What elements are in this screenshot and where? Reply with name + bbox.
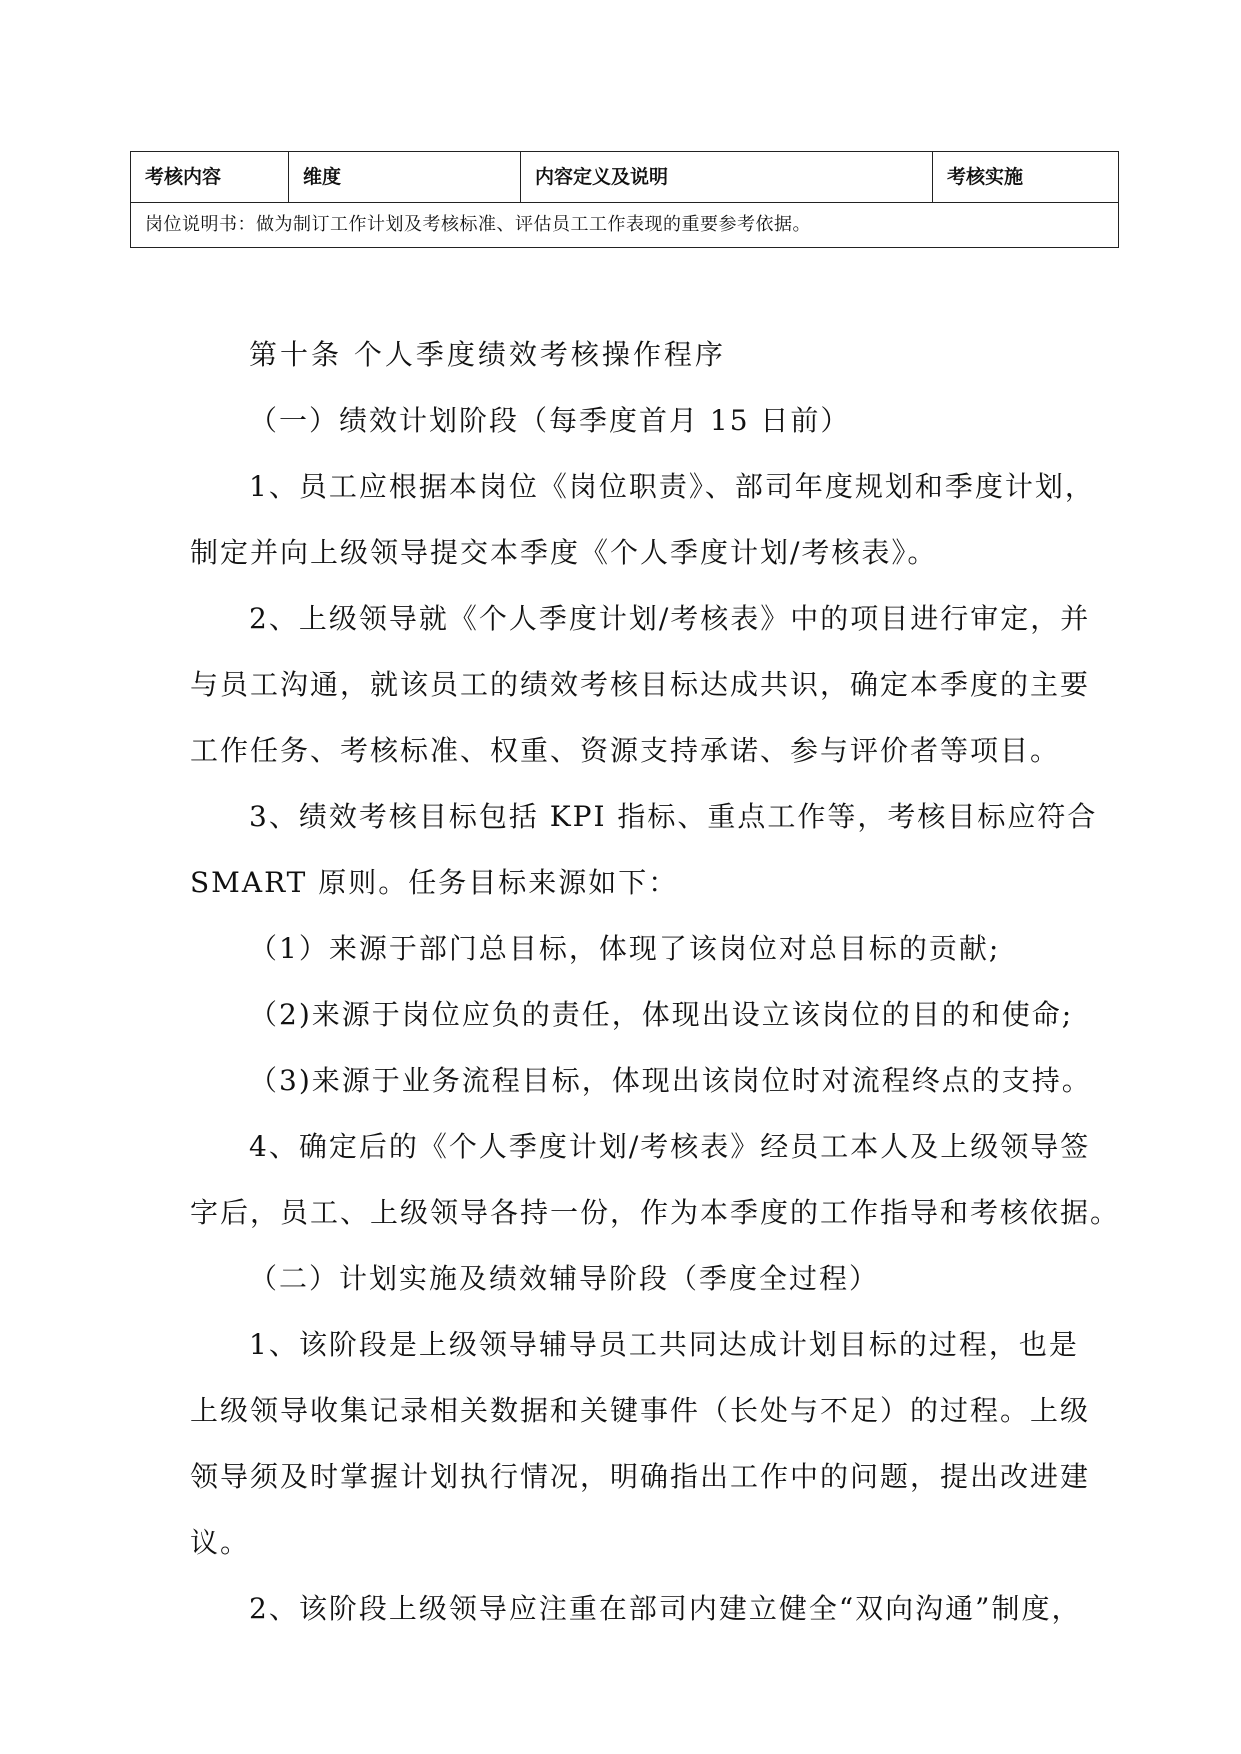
paragraph-line: 1、该阶段是上级领导辅导员工共同达成计划目标的过程，也是 — [249, 1328, 1079, 1361]
header-cell-definition: 内容定义及说明 — [521, 152, 933, 203]
paragraph-line: 上级领导收集记录相关数据和关键事件（长处与不足）的过程。上级 — [190, 1394, 1091, 1427]
table-header-row — [131, 152, 1119, 203]
paragraph-line: 议。 — [190, 1526, 251, 1559]
article-heading: 第十条 个人季度绩效考核操作程序 — [249, 338, 726, 371]
header-cell-implementation: 考核实施 — [933, 152, 1119, 203]
paragraph-line: 2、该阶段上级领导应注重在部司内建立健全“双向沟通”制度， — [249, 1592, 1082, 1625]
list-item: （2)来源于岗位应负的责任，体现出设立该岗位的目的和使命; — [249, 998, 1074, 1031]
header-cell-content: 考核内容 — [131, 152, 289, 203]
header-cell-dimension: 维度 — [289, 152, 521, 203]
list-item: （1）来源于部门总目标，体现了该岗位对总目标的贡献; — [249, 932, 1001, 965]
paragraph-line: 制定并向上级领导提交本季度《个人季度计划/考核表》。 — [190, 536, 938, 569]
section-heading-plan: （一）绩效计划阶段（每季度首月 15 日前） — [249, 404, 851, 437]
table-note-row — [131, 203, 1119, 248]
assessment-table — [130, 151, 1119, 248]
paragraph-line: 领导须及时掌握计划执行情况，明确指出工作中的问题，提出改进建 — [190, 1460, 1091, 1493]
paragraph-line: 工作任务、考核标准、权重、资源支持承诺、参与评价者等项目。 — [190, 734, 1061, 767]
section-heading-implementation: （二）计划实施及绩效辅导阶段（季度全过程） — [249, 1262, 880, 1295]
paragraph-line: SMART 原则。任务目标来源如下： — [190, 866, 679, 899]
paragraph-line: 1、员工应根据本岗位《岗位职责》、部司年度规划和季度计划， — [249, 470, 1095, 503]
paragraph-line: 字后，员工、上级领导各持一份，作为本季度的工作指导和考核依据。 — [190, 1196, 1121, 1229]
table-note-cell: 岗位说明书：做为制订工作计划及考核标准、评估员工工作表现的重要参考依据。 — [131, 203, 1119, 248]
paragraph-line: 与员工沟通，就该员工的绩效考核目标达成共识，确定本季度的主要 — [190, 668, 1091, 701]
paragraph-line: 4、确定后的《个人季度计划/考核表》经员工本人及上级领导签 — [249, 1130, 1091, 1163]
paragraph-line: 2、上级领导就《个人季度计划/考核表》中的项目进行审定，并 — [249, 602, 1091, 635]
list-item: （3)来源于业务流程目标，体现出该岗位时对流程终点的支持。 — [249, 1064, 1092, 1097]
body-text — [190, 322, 1121, 1642]
paragraph-line: 3、绩效考核目标包括 KPI 指标、重点工作等，考核目标应符合 — [249, 800, 1098, 833]
